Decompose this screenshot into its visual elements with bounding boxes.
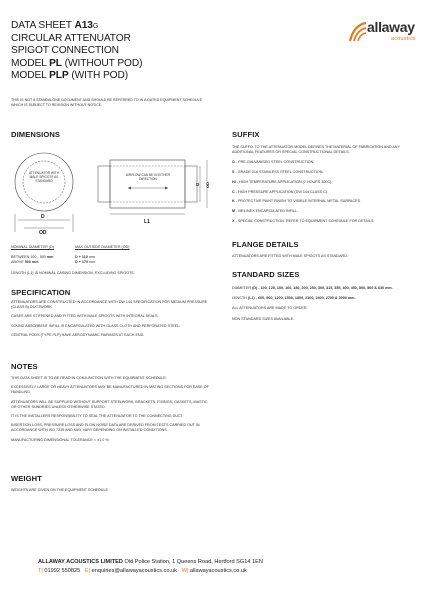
- standard-sizes-body: [232, 286, 416, 322]
- document-title: [11, 20, 142, 82]
- notes-para: ATTENUATORS WILL BE SUPPLIED WITHOUT SUPPORT STEELWORK, BRACKETS, FIXINGS, GASKETS, MASTIC OR OTHER SUNDRIES UNLESS OTHERWISE STATED.: [11, 399, 208, 409]
- weight-text: WEIGHTS ARE GIVEN ON THE EQUIPMENT SCHEDULE.: [11, 488, 110, 492]
- notes-para: THIS DATA SHEET IS TO BE READ IN CONJUNCTION WITH THE EQUIPMENT SCHEDULE.: [11, 376, 167, 380]
- airflow-label: AIRFLOW CAN BE IN EITHER DIRECTION: [126, 173, 170, 181]
- suffix-code: S: [232, 170, 235, 175]
- dimensions-diagram: [10, 148, 210, 236]
- d-label: D: [41, 214, 45, 220]
- model-prefix-2: MODEL: [11, 69, 50, 81]
- suffix-text: - MELINEX ENCAPSULATED INFILL.: [235, 208, 299, 213]
- row-range: BETWEEN 100 - 500: [11, 255, 46, 260]
- model-code-plp: PLP: [49, 69, 69, 81]
- notes-body: [11, 376, 211, 443]
- spec-para: SOUND ABSORBENT INFILL IS ENCAPSULATED WITH GLASS CLOTH AND PERFORATED STEEL.: [11, 323, 181, 328]
- row-value: D + 170: [75, 260, 89, 265]
- row-range-unit: mm: [45, 255, 54, 260]
- suffix-heading: SUFFIX: [232, 130, 260, 139]
- footer-web-link[interactable]: allawayacoustics.co.uk: [188, 568, 247, 574]
- non-standard-note: NON STANDARD SIZES AVAILABLE.: [232, 316, 295, 321]
- suffix-text: - PROTECTIVE PAINT FINISH TO VISIBLE INTERNAL METAL SURFACES.: [234, 199, 362, 204]
- diameter-sizes: [232, 286, 416, 291]
- length-label: LENGTH: [232, 296, 247, 301]
- l1-label: L1: [144, 219, 150, 225]
- notes-heading: NOTES: [11, 362, 38, 371]
- flange-text: ATTENUATORS ARE FITTED WITH MALE SPIGOTS AS STANDARD.: [232, 254, 348, 258]
- spec-para: CASES ARE STIFFENED AND FITTED WITH MALE SPIGOTS WITH INTEGRAL SEALS.: [11, 314, 159, 319]
- weight-heading: WEIGHT: [11, 474, 42, 483]
- title-prefix: DATA SHEET: [11, 20, 75, 31]
- od-label: OD: [39, 230, 47, 236]
- standard-sizes-heading: STANDARD SIZES: [232, 270, 300, 279]
- allaway-logo: [348, 19, 420, 49]
- suffix-text: - SPECIAL CONSTRUCTION. REFER TO EQUIPMENT SCHEDULE FOR DETAILS.: [234, 218, 375, 223]
- suffix-code: X: [232, 218, 235, 223]
- dimensions-heading: DIMENSIONS: [11, 130, 61, 139]
- notes-para: INSERTION LOSS, PRESSURE LOSS AND FLOW NOISE DATA ARE DERIVED FROM TESTS CARRIED OUT IN ACCORDANCE WITH ISO 7235 AND MAY VARY DEPENDING ON INSTALLED CONDITIONS.: [11, 423, 200, 433]
- spec-para: CENTRAL PODS (TYPE PLP) HAVE AERODYNAMIC FAIRINGS AT EACH END.: [11, 332, 145, 337]
- suffix-item: [232, 219, 416, 224]
- logo-name: allaway: [367, 19, 415, 35]
- diameter-values: (D) - 100, 125, 150, 160, 180, 200, 250, 300, 315, 355, 400, 450, 500, 560 & 630 mm.: [251, 286, 393, 290]
- spec-para: ATTENUATORS ARE CONSTRUCTED IN ACCORDANCE WITH DW 144 SPECIFICATION FOR MEDIUM PRESSURE (CLASS B) DUCTWORK.: [11, 300, 208, 310]
- specification-heading: SPECIFICATION: [11, 288, 71, 297]
- specification-body: [11, 300, 211, 338]
- notes-para: MANUFACTURING DIMENSIONAL TOLERANCE = ±1.0 %.: [11, 437, 110, 442]
- suffix-code: K: [232, 199, 235, 204]
- model-prefix: MODEL: [11, 57, 50, 69]
- title-line-4: [11, 58, 142, 70]
- footer-address-line: [38, 558, 263, 567]
- made-to-order-note: ALL ATTENUATORS ARE MADE TO ORDER.: [232, 306, 308, 311]
- model-code-pl: PL: [49, 57, 62, 69]
- title-line-5: [11, 70, 142, 82]
- logo-sub: acoustics: [391, 36, 416, 42]
- title-code: A13: [74, 20, 93, 31]
- footer-email-link[interactable]: enquiries@allawayacoustics.co.uk: [90, 568, 177, 574]
- suffix-code: G: [232, 160, 235, 165]
- footer: [38, 558, 263, 576]
- suffix-code: C: [232, 189, 235, 194]
- suffix-text: - HIGH TEMPERATURE APPLICATION (2 HOURS 300C).: [235, 179, 333, 184]
- footer-contact-line: T| 01992 550825 E| enquiries@allawayacoustics.co.uk W| allawayacoustics.co.uk: [38, 568, 247, 574]
- notes-para: IT IS THE INSTALLERS RESPONSIBILITY TO SEAL THE ATTENUATOR TO THE CONNECTING DUCT.: [11, 414, 184, 419]
- left-spigot: [98, 166, 110, 202]
- row-value-unit: mm: [87, 255, 95, 260]
- web-label: W: [181, 568, 187, 574]
- row-range: ABOVE: [11, 260, 24, 265]
- col-nominal-diameter: NOMINAL DIAMETER (D): [11, 245, 54, 249]
- footer-phone[interactable]: 01992 550825: [42, 568, 81, 574]
- length-note: LENGTH (L1) IS NOMINAL CASING DIMENSION, EXCLUDING SPIGOTS.: [11, 270, 135, 275]
- suffix-intro: THE SUFFIX TO THE ATTENUATOR MODEL DEFINES THE MATERIAL OF FABRICATION AND ANY ADDITIONAL FEATURES OR SPECIAL CONSTRUCTIONAL DETAILS.: [232, 145, 400, 155]
- email-label: E: [84, 568, 89, 574]
- title-line-1: [11, 20, 142, 33]
- side-od-label: OD: [205, 182, 210, 188]
- model-suffix-plp: (WITH POD): [68, 69, 129, 81]
- diameter-label: DIAMETER: [232, 286, 252, 290]
- circle-label: ATTENUATOR WITH MALE SPIGOTS AS STANDARD: [28, 171, 60, 183]
- suffix-code: M: [232, 208, 236, 213]
- length-values: (L1) - 600, 900, 1200, 1500, 1800, 2100, 2400, 2700 & 3000 mm.: [246, 296, 356, 301]
- standalone-note: THIS IS NOT A STANDALONE DOCUMENT AND SHOULD BE REFERRED TO IN A DATED EQUIPMENT SCHEDULE WHICH IS SUBJECT TO REVISION WITHOUT NOTICE.: [11, 98, 203, 107]
- footer-address: Old Police Station, 1 Queens Road, Hertford SG14 1EN: [122, 559, 263, 565]
- title-line-2: CIRCULAR ATTENUATOR: [11, 33, 131, 45]
- side-d-label: D: [196, 182, 200, 187]
- phone-label: T: [38, 568, 42, 574]
- flange-heading: FLANGE DETAILS: [232, 240, 299, 249]
- col-max-outside-diameter: MAX OUTSIDE DIAMETER (OD): [75, 245, 130, 249]
- notes-para: EXCESSIVELY LARGE OR HEAVY ATTENUATORS MAY BE MANUFACTURED IN MATING SECTIONS FOR EASE OF HANDLING.: [11, 385, 209, 395]
- dimension-table: [11, 245, 211, 276]
- row-range-unit: 500 mm: [24, 260, 39, 265]
- title-line-3: SPIGOT CONNECTION: [11, 45, 119, 57]
- suffix-code: HI: [232, 179, 236, 184]
- row-value-unit: mm: [88, 260, 96, 265]
- logo-mark-icon: [348, 21, 368, 43]
- suffix-body: [232, 145, 416, 224]
- model-suffix-pl: (WITHOUT POD): [61, 57, 143, 69]
- suffix-text: - PRE-GALVANISED STEEL CONSTRUCTION.: [234, 160, 315, 165]
- footer-company: ALLAWAY ACOUSTICS LIMITED: [38, 559, 123, 565]
- row-value: D + 110: [75, 255, 88, 260]
- title-suffix: G: [92, 23, 99, 30]
- suffix-text: - HIGH PRESSURE APPLICATION (DW 144 CLASS C).: [234, 189, 329, 194]
- suffix-text: - GRADE 316 STAINLESS STEEL CONSTRUCTION.: [234, 170, 324, 175]
